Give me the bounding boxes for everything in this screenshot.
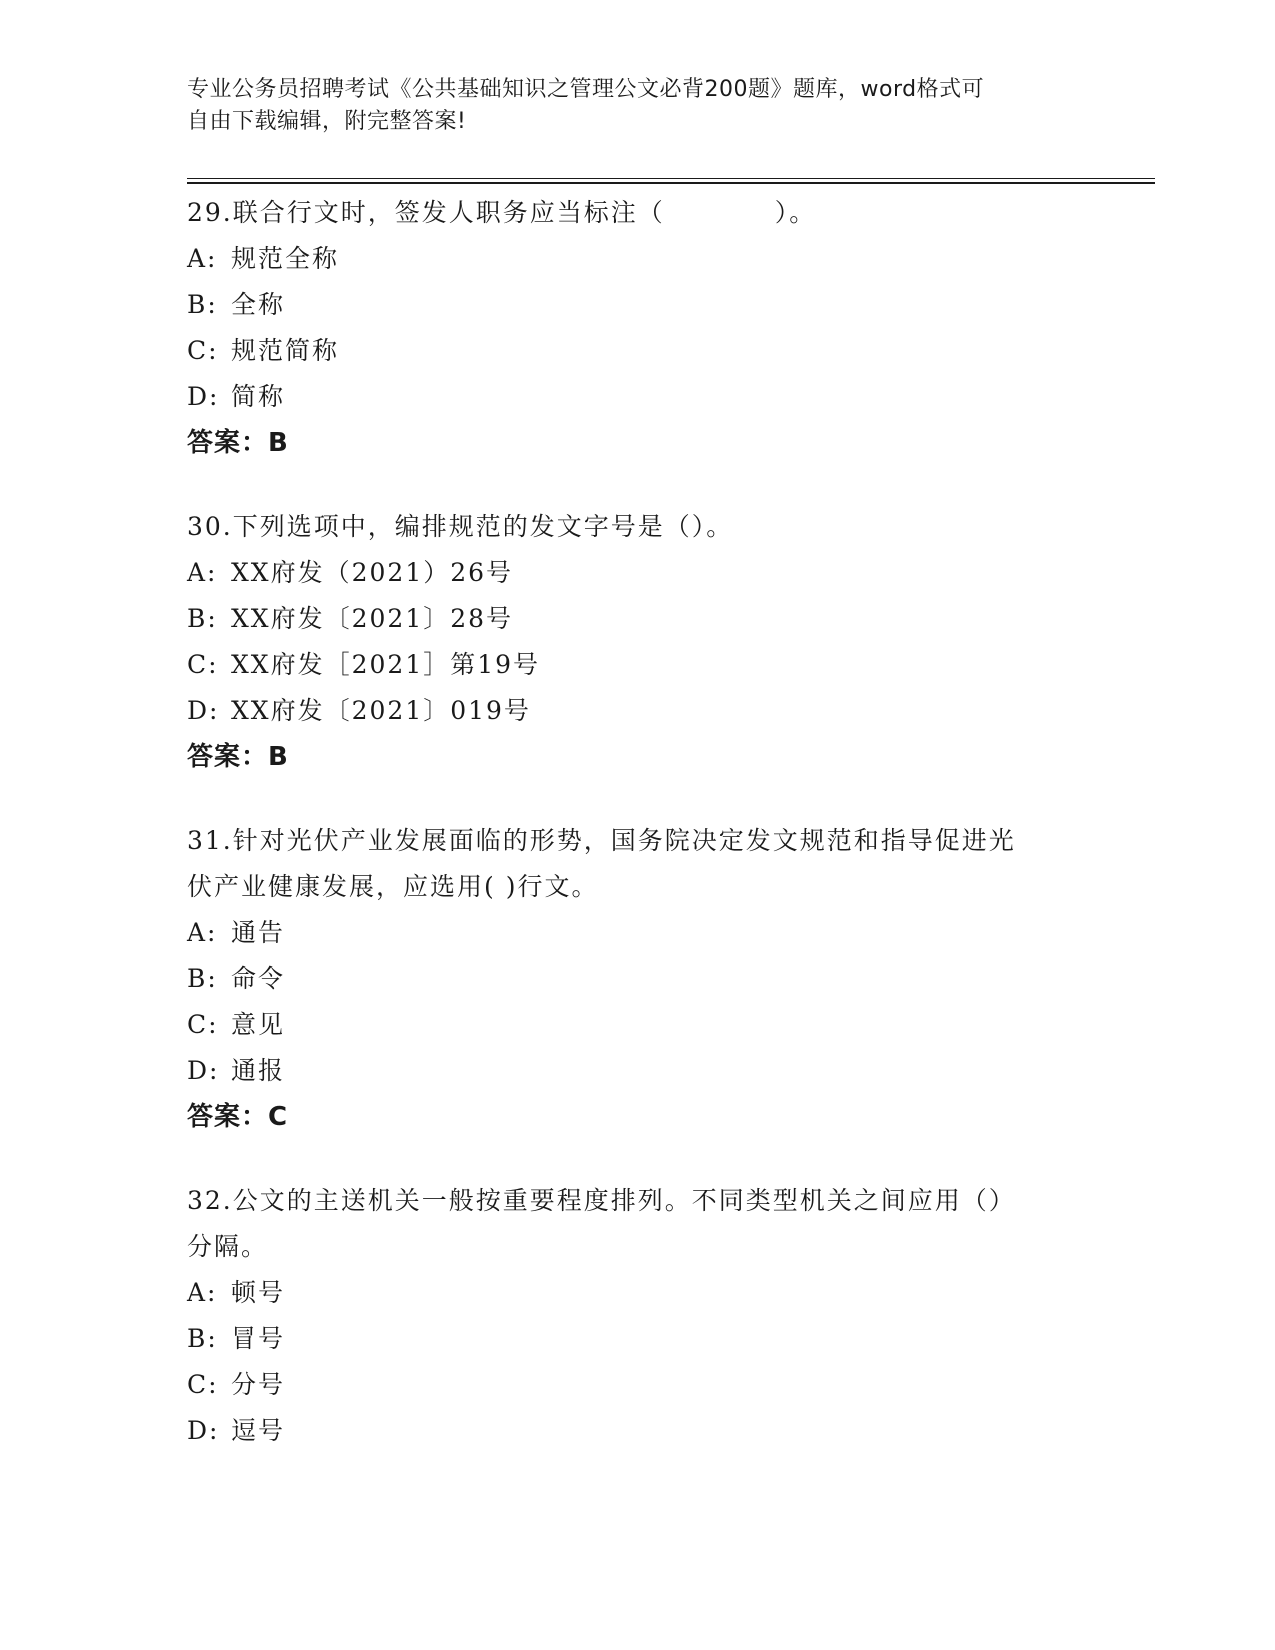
question-31 [187, 818, 1087, 1140]
option-text: XX府发（2021）26号 [231, 558, 514, 587]
option-letter: C: [187, 1010, 219, 1039]
option-text: 全称 [231, 290, 286, 319]
option-c [187, 328, 1087, 374]
question-29 [187, 190, 1087, 466]
option-text: 冒号 [231, 1324, 286, 1353]
question-stem: 30.下列选项中，编排规范的发文字号是（）。 [187, 512, 734, 541]
question-list [187, 190, 1087, 1492]
option-b [187, 1316, 1087, 1362]
option-d [187, 374, 1087, 420]
option-d [187, 1408, 1087, 1454]
option-text: XX府发［2021］第19号 [231, 650, 541, 679]
option-letter: D: [187, 1416, 220, 1445]
option-letter: B: [187, 964, 218, 993]
option-letter: A: [187, 558, 218, 587]
option-text: 意见 [231, 1010, 286, 1039]
option-letter: B: [187, 604, 218, 633]
option-d [187, 1048, 1087, 1094]
header-line-1: 专业公务员招聘考试《公共基础知识之管理公文必背200题》题库，word格式可 [187, 77, 985, 102]
option-b [187, 596, 1087, 642]
option-text: 顿号 [231, 1278, 286, 1307]
option-c [187, 642, 1087, 688]
option-letter: B: [187, 1324, 218, 1353]
answer-line: 答案：B [187, 428, 289, 458]
question-stem-line-1: 32.公文的主送机关一般按重要程度排列。不同类型机关之间应用（） [187, 1186, 1016, 1215]
document-header [187, 74, 1067, 138]
option-c [187, 1002, 1087, 1048]
option-d [187, 688, 1087, 734]
question-stem-line-2: 分隔。 [187, 1232, 269, 1261]
question-stem-before: 29.联合行文时，签发人职务应当标注（ [187, 198, 665, 227]
option-text: 通报 [231, 1056, 286, 1085]
answer-line: 答案：B [187, 742, 289, 772]
option-letter: A: [187, 244, 218, 273]
option-letter: C: [187, 336, 219, 365]
question-stem-line-2: 伏产业健康发展，应选用( )行文。 [187, 872, 599, 901]
option-a [187, 236, 1087, 282]
option-text: 分号 [231, 1370, 286, 1399]
option-text: 通告 [231, 918, 286, 947]
option-letter: D: [187, 696, 220, 725]
question-32 [187, 1178, 1087, 1454]
question-30 [187, 504, 1087, 780]
option-text: XX府发〔2021〕28号 [231, 604, 514, 633]
option-a [187, 1270, 1087, 1316]
question-stem [187, 190, 1087, 236]
option-b [187, 956, 1087, 1002]
option-text: 逗号 [231, 1416, 286, 1445]
question-stem-after: ）。 [774, 198, 817, 227]
option-letter: D: [187, 382, 220, 411]
option-c [187, 1362, 1087, 1408]
option-text: 规范全称 [231, 244, 340, 273]
question-stem-line-1: 31.针对光伏产业发展面临的形势，国务院决定发文规范和指导促进光 [187, 826, 1016, 855]
option-text: 规范简称 [231, 336, 340, 365]
option-text: XX府发〔2021〕019号 [231, 696, 531, 725]
option-a [187, 910, 1087, 956]
option-letter: A: [187, 1278, 218, 1307]
header-divider-thin [187, 178, 1155, 179]
option-letter: B: [187, 290, 218, 319]
option-text: 命令 [231, 964, 286, 993]
option-letter: A: [187, 918, 218, 947]
option-b [187, 282, 1087, 328]
header-divider-thick [187, 182, 1155, 184]
option-text: 简称 [231, 382, 286, 411]
answer-line: 答案：C [187, 1102, 289, 1132]
header-line-2: 自由下载编辑，附完整答案! [187, 109, 467, 134]
option-a [187, 550, 1087, 596]
option-letter: C: [187, 1370, 219, 1399]
option-letter: C: [187, 650, 219, 679]
option-letter: D: [187, 1056, 220, 1085]
